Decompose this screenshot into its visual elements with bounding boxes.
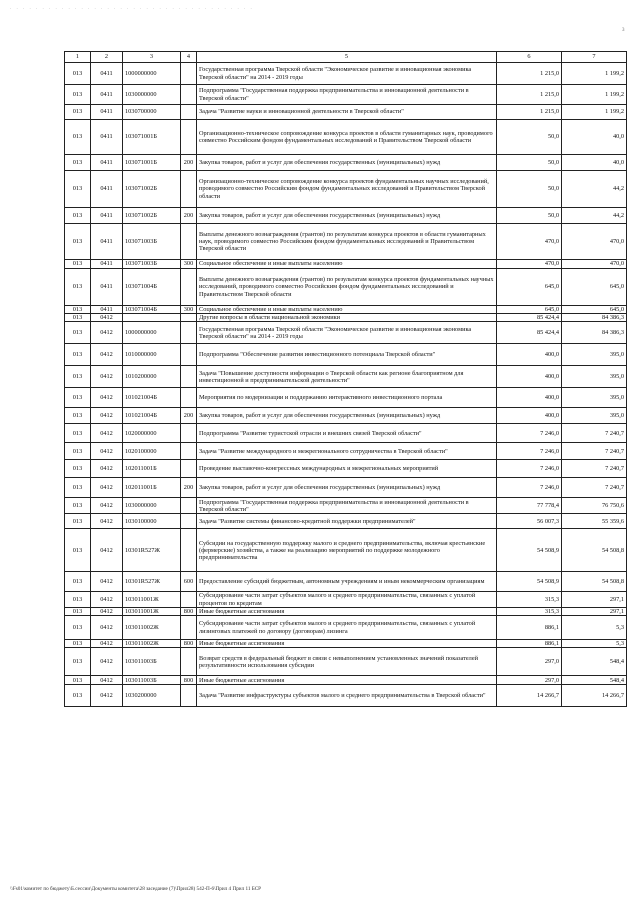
expense-type-cell <box>181 388 197 408</box>
table-row <box>65 529 627 572</box>
expense-type-cell <box>181 514 197 529</box>
value-executed-cell: 7 240,7 <box>562 443 627 460</box>
table-row <box>65 306 627 314</box>
section-cell: 0411 <box>91 208 123 224</box>
expense-type-cell <box>181 120 197 155</box>
description-cell: Субсидии на государственную поддержку малого и среднего предпринимательства, включая крестьянские (фермерские) хозяйства, а также на реализацию мероприятий по поддержке молодежного предпринимательства <box>197 529 497 572</box>
target-article-cell: 1000000000 <box>123 322 181 344</box>
section-cell: 0412 <box>91 676 123 685</box>
description-cell: Государственная программа Тверской области "Экономическое развитие и инновационная экономика Тверской области" на 2014 - 2019 годы <box>197 63 497 85</box>
value-planned-cell: 400,0 <box>497 408 562 424</box>
expense-type-cell <box>181 224 197 260</box>
section-cell: 0412 <box>91 460 123 478</box>
description-cell: Задача "Развитие инфраструктуры субъектов малого и среднего предпринимательства в Тверской области" <box>197 685 497 707</box>
target-article-cell: 1030200000 <box>123 685 181 707</box>
target-article-cell: 103071003Б <box>123 224 181 260</box>
expense-type-cell: 200 <box>181 155 197 171</box>
description-cell: Закупка товаров, работ и услуг для обеспечения государственных (муниципальных) нужд <box>197 155 497 171</box>
code-cell: 013 <box>65 306 91 314</box>
value-planned-cell: 315,3 <box>497 592 562 607</box>
code-cell: 013 <box>65 314 91 322</box>
description-cell: Организационно-техническое сопровождение конкурса проектов фундаментальных научных исследований, проводимого совместно Российским фондом фундаментальных исследований и Правительством Тверской области <box>197 171 497 208</box>
target-article-cell: 1030100000 <box>123 514 181 529</box>
expense-type-cell <box>181 460 197 478</box>
table-row <box>65 63 627 85</box>
description-cell: Задача "Развитие науки и инновационной деятельности в Тверской области" <box>197 105 497 120</box>
value-executed-cell: 5,3 <box>562 640 627 648</box>
expense-type-cell <box>181 269 197 306</box>
code-cell: 013 <box>65 529 91 572</box>
table-row <box>65 224 627 260</box>
value-executed-cell: 40,0 <box>562 120 627 155</box>
code-cell: 013 <box>65 478 91 498</box>
target-article-cell <box>123 314 181 322</box>
header-cell: 4 <box>181 52 197 63</box>
value-executed-cell: 1 199,2 <box>562 105 627 120</box>
section-cell: 0411 <box>91 306 123 314</box>
value-executed-cell: 7 240,7 <box>562 478 627 498</box>
header-cell: 2 <box>91 52 123 63</box>
section-cell: 0412 <box>91 685 123 707</box>
section-cell: 0412 <box>91 478 123 498</box>
section-cell: 0412 <box>91 322 123 344</box>
table-row <box>65 269 627 306</box>
description-cell: Иные бюджетные ассигнования <box>197 676 497 685</box>
value-planned-cell: 50,0 <box>497 171 562 208</box>
description-cell: Подпрограмма "Государственная поддержка предпринимательства и инновационной деятельности в Тверской области" <box>197 85 497 105</box>
target-article-cell: 103071004Б <box>123 306 181 314</box>
code-cell: 013 <box>65 648 91 676</box>
value-executed-cell: 84 386,3 <box>562 322 627 344</box>
value-planned-cell: 77 778,4 <box>497 498 562 514</box>
table-row <box>65 676 627 685</box>
budget-table <box>64 51 627 707</box>
description-cell: Подпрограмма "Государственная поддержка предпринимательства и инновационной деятельности в Тверской области" <box>197 498 497 514</box>
target-article-cell: 103071002Б <box>123 208 181 224</box>
target-article-cell: 103011001Ж <box>123 607 181 615</box>
value-planned-cell: 14 266,7 <box>497 685 562 707</box>
target-article-cell: 1010000000 <box>123 344 181 366</box>
value-executed-cell: 645,0 <box>562 269 627 306</box>
description-cell: Государственная программа Тверской области "Экономическое развитие и инновационная экономика Тверской области" на 2014 - 2019 годы <box>197 322 497 344</box>
target-article-cell: 103071002Б <box>123 171 181 208</box>
section-cell: 0411 <box>91 171 123 208</box>
expense-type-cell <box>181 85 197 105</box>
expense-type-cell: 800 <box>181 607 197 615</box>
value-executed-cell: 395,0 <box>562 366 627 388</box>
value-executed-cell: 54 508,8 <box>562 529 627 572</box>
value-planned-cell: 886,1 <box>497 640 562 648</box>
section-cell: 0411 <box>91 85 123 105</box>
header-cell: 3 <box>123 52 181 63</box>
section-cell: 0411 <box>91 260 123 269</box>
section-cell: 0412 <box>91 640 123 648</box>
header-cell: 7 <box>562 52 627 63</box>
value-executed-cell: 395,0 <box>562 408 627 424</box>
target-article-cell: 103011002Ж <box>123 616 181 640</box>
description-cell: Задача "Развитие системы финансово-кредитной поддержки предпринимателей" <box>197 514 497 529</box>
target-article-cell: 103071001Б <box>123 120 181 155</box>
target-article-cell: 103071004Б <box>123 269 181 306</box>
value-planned-cell: 54 508,9 <box>497 572 562 592</box>
code-cell: 013 <box>65 105 91 120</box>
value-executed-cell: 5,3 <box>562 616 627 640</box>
expense-type-cell: 200 <box>181 408 197 424</box>
table-row <box>65 322 627 344</box>
table-row <box>65 443 627 460</box>
value-executed-cell: 44,2 <box>562 171 627 208</box>
code-cell: 013 <box>65 260 91 269</box>
value-planned-cell: 1 215,0 <box>497 63 562 85</box>
code-cell: 013 <box>65 460 91 478</box>
value-executed-cell: 55 359,6 <box>562 514 627 529</box>
expense-type-cell: 200 <box>181 208 197 224</box>
table-row <box>65 344 627 366</box>
table-row <box>65 648 627 676</box>
section-cell: 0412 <box>91 648 123 676</box>
expense-type-cell <box>181 529 197 572</box>
target-article-cell: 103011003Б <box>123 648 181 676</box>
target-article-cell: 1000000000 <box>123 63 181 85</box>
header-cell: 6 <box>497 52 562 63</box>
value-executed-cell: 297,1 <box>562 607 627 615</box>
table-row <box>65 105 627 120</box>
code-cell: 013 <box>65 269 91 306</box>
code-cell: 013 <box>65 607 91 615</box>
code-cell: 013 <box>65 572 91 592</box>
target-article-cell: 102011001Б <box>123 460 181 478</box>
table-row <box>65 640 627 648</box>
section-cell: 0412 <box>91 344 123 366</box>
value-executed-cell: 54 508,8 <box>562 572 627 592</box>
section-cell: 0412 <box>91 529 123 572</box>
target-article-cell: 103011002Ж <box>123 640 181 648</box>
target-article-cell: 101021004Б <box>123 408 181 424</box>
value-planned-cell: 85 424,4 <box>497 314 562 322</box>
value-planned-cell: 54 508,9 <box>497 529 562 572</box>
expense-type-cell: 800 <box>181 640 197 648</box>
section-cell: 0412 <box>91 498 123 514</box>
value-planned-cell: 1 215,0 <box>497 85 562 105</box>
value-planned-cell: 56 007,3 <box>497 514 562 529</box>
description-cell: Иные бюджетные ассигнования <box>197 607 497 615</box>
header-cell: 5 <box>197 52 497 63</box>
table-row <box>65 314 627 322</box>
value-executed-cell: 84 386,3 <box>562 314 627 322</box>
description-cell: Задача "Повышение доступности информации о Тверской области как регионе благоприятном для инвестиционной и предпринимательской деятельности" <box>197 366 497 388</box>
value-executed-cell: 7 240,7 <box>562 460 627 478</box>
value-planned-cell: 1 215,0 <box>497 105 562 120</box>
value-executed-cell: 470,0 <box>562 224 627 260</box>
target-article-cell: 102011001Б <box>123 478 181 498</box>
value-planned-cell: 470,0 <box>497 224 562 260</box>
target-article-cell: 1030700000 <box>123 105 181 120</box>
value-executed-cell: 76 750,6 <box>562 498 627 514</box>
section-cell: 0412 <box>91 314 123 322</box>
description-cell: Возврат средств в федеральный бюджет в связи с невыполнением установленных значений показателей результативности использования субсидии <box>197 648 497 676</box>
value-planned-cell: 50,0 <box>497 208 562 224</box>
section-cell: 0411 <box>91 120 123 155</box>
description-cell: Социальное обеспечение и иные выплаты населению <box>197 306 497 314</box>
section-cell: 0412 <box>91 592 123 607</box>
target-article-cell: 1020100000 <box>123 443 181 460</box>
description-cell: Субсидирование части затрат субъектов малого и среднего предпринимательства, связанных с уплатой лизинговых платежей по договору (договорам) лизинга <box>197 616 497 640</box>
description-cell: Мероприятия по модернизации и поддержанию интерактивного инвестиционного портала <box>197 388 497 408</box>
value-planned-cell: 85 424,4 <box>497 322 562 344</box>
expense-type-cell: 300 <box>181 260 197 269</box>
value-planned-cell: 886,1 <box>497 616 562 640</box>
table-row <box>65 120 627 155</box>
expense-type-cell <box>181 63 197 85</box>
expense-type-cell <box>181 592 197 607</box>
value-executed-cell: 548,4 <box>562 676 627 685</box>
table-row <box>65 208 627 224</box>
table-row <box>65 460 627 478</box>
code-cell: 013 <box>65 344 91 366</box>
section-cell: 0412 <box>91 388 123 408</box>
expense-type-cell <box>181 498 197 514</box>
value-executed-cell: 40,0 <box>562 155 627 171</box>
section-cell: 0412 <box>91 408 123 424</box>
section-cell: 0412 <box>91 616 123 640</box>
section-cell: 0412 <box>91 443 123 460</box>
value-planned-cell: 7 246,0 <box>497 443 562 460</box>
expense-type-cell <box>181 171 197 208</box>
value-executed-cell: 395,0 <box>562 388 627 408</box>
table-row <box>65 85 627 105</box>
description-cell: Другие вопросы в области национальной экономики <box>197 314 497 322</box>
code-cell: 013 <box>65 592 91 607</box>
code-cell: 013 <box>65 366 91 388</box>
description-cell: Закупка товаров, работ и услуг для обеспечения государственных (муниципальных) нужд <box>197 408 497 424</box>
description-cell: Социальное обеспечение и иные выплаты населению <box>197 260 497 269</box>
code-cell: 013 <box>65 322 91 344</box>
value-planned-cell: 315,3 <box>497 607 562 615</box>
value-planned-cell: 297,0 <box>497 648 562 676</box>
file-path-footer: \\Fs01\комитет по бюджету\Б.сессии\Документы комитета\28 заседание (7)\Прил28) 542-П-6\Прил 4 Прил 11 БСР <box>10 886 262 892</box>
table-row <box>65 260 627 269</box>
description-cell: Выплаты денежного вознаграждения (грантов) по результатам конкурса проектов фундаментальных научных исследований, проводимого совместно Российским фондом фундаментальных исследований и Правительством Тверской области <box>197 269 497 306</box>
section-cell: 0411 <box>91 155 123 171</box>
table-row <box>65 607 627 615</box>
value-planned-cell: 400,0 <box>497 344 562 366</box>
value-executed-cell: 14 266,7 <box>562 685 627 707</box>
description-cell: Предоставление субсидий бюджетным, автономным учреждениям и иным некоммерческим организациям <box>197 572 497 592</box>
section-cell: 0412 <box>91 366 123 388</box>
description-cell: Выплаты денежного вознаграждения (грантов) по результатам конкурса проектов в области гуманитарных наук, проводимого совместно Российским фондом фундаментальных исследований и Правительством Тверской области <box>197 224 497 260</box>
target-article-cell: 1030000000 <box>123 85 181 105</box>
code-cell: 013 <box>65 443 91 460</box>
table-row <box>65 592 627 607</box>
description-cell: Подпрограмма "Обеспечение развития инвестиционного потенциала Тверской области" <box>197 344 497 366</box>
description-cell: Закупка товаров, работ и услуг для обеспечения государственных (муниципальных) нужд <box>197 208 497 224</box>
target-article-cell: 10301R527Ж <box>123 572 181 592</box>
target-article-cell: 10301R527Ж <box>123 529 181 572</box>
code-cell: 013 <box>65 171 91 208</box>
code-cell: 013 <box>65 514 91 529</box>
code-cell: 013 <box>65 616 91 640</box>
value-planned-cell: 400,0 <box>497 366 562 388</box>
description-cell: Закупка товаров, работ и услуг для обеспечения государственных (муниципальных) нужд <box>197 478 497 498</box>
page-number: 3 <box>622 28 625 33</box>
target-article-cell: 103011001Ж <box>123 592 181 607</box>
code-cell: 013 <box>65 424 91 443</box>
target-article-cell: 1030000000 <box>123 498 181 514</box>
target-article-cell: 101021004Б <box>123 388 181 408</box>
code-cell: 013 <box>65 208 91 224</box>
expense-type-cell <box>181 366 197 388</box>
code-cell: 013 <box>65 676 91 685</box>
value-executed-cell: 44,2 <box>562 208 627 224</box>
section-cell: 0411 <box>91 63 123 85</box>
table-row <box>65 388 627 408</box>
section-cell: 0411 <box>91 105 123 120</box>
expense-type-cell <box>181 424 197 443</box>
table-row <box>65 685 627 707</box>
value-planned-cell: 297,0 <box>497 676 562 685</box>
section-cell: 0412 <box>91 572 123 592</box>
value-planned-cell: 470,0 <box>497 260 562 269</box>
value-executed-cell: 1 199,2 <box>562 63 627 85</box>
expense-type-cell <box>181 616 197 640</box>
section-cell: 0411 <box>91 269 123 306</box>
header-cell: 1 <box>65 52 91 63</box>
value-executed-cell: 297,1 <box>562 592 627 607</box>
expense-type-cell: 800 <box>181 676 197 685</box>
table-row <box>65 155 627 171</box>
expense-type-cell: 300 <box>181 306 197 314</box>
code-cell: 013 <box>65 388 91 408</box>
target-article-cell: 103071001Б <box>123 155 181 171</box>
expense-type-cell: 600 <box>181 572 197 592</box>
code-cell: 013 <box>65 498 91 514</box>
description-cell: Субсидирование части затрат субъектов малого и среднего предпринимательства, связанных с уплатой процентов по кредитам <box>197 592 497 607</box>
code-cell: 013 <box>65 85 91 105</box>
description-cell: Подпрограмма "Развитие туристской отрасли и внешних связей Тверской области" <box>197 424 497 443</box>
target-article-cell: 1010200000 <box>123 366 181 388</box>
table-row <box>65 408 627 424</box>
expense-type-cell: 200 <box>181 478 197 498</box>
value-executed-cell: 645,0 <box>562 306 627 314</box>
description-cell: Задача "Развитие международного и межрегионального сотрудничества в Тверской области" <box>197 443 497 460</box>
expense-type-cell <box>181 105 197 120</box>
expense-type-cell <box>181 344 197 366</box>
section-cell: 0412 <box>91 607 123 615</box>
table-row <box>65 424 627 443</box>
section-cell: 0412 <box>91 424 123 443</box>
target-article-cell: 103071003Б <box>123 260 181 269</box>
value-executed-cell: 548,4 <box>562 648 627 676</box>
value-executed-cell: 1 199,2 <box>562 85 627 105</box>
expense-type-cell <box>181 314 197 322</box>
code-cell: 013 <box>65 120 91 155</box>
expense-type-cell <box>181 322 197 344</box>
top-edge-dots: . . . . . . . . . . . . . . . . . . . . . . . . . . . . . . . . . . . . . . <box>10 6 254 11</box>
target-article-cell: 103011003Б <box>123 676 181 685</box>
code-cell: 013 <box>65 224 91 260</box>
expense-type-cell <box>181 443 197 460</box>
table-row <box>65 478 627 498</box>
value-planned-cell: 7 246,0 <box>497 424 562 443</box>
code-cell: 013 <box>65 685 91 707</box>
target-article-cell: 1020000000 <box>123 424 181 443</box>
table-row <box>65 171 627 208</box>
table-row <box>65 572 627 592</box>
description-cell: Организационно-техническое сопровождение конкурса проектов в области гуманитарных наук, проводимого совместно Российским фондом фундаментальных исследований и Правительством Тверской области <box>197 120 497 155</box>
value-executed-cell: 395,0 <box>562 344 627 366</box>
table-row <box>65 498 627 514</box>
expense-type-cell <box>181 648 197 676</box>
value-planned-cell: 50,0 <box>497 155 562 171</box>
section-cell: 0412 <box>91 514 123 529</box>
table-row <box>65 616 627 640</box>
value-planned-cell: 645,0 <box>497 269 562 306</box>
description-cell: Иные бюджетные ассигнования <box>197 640 497 648</box>
value-executed-cell: 7 240,7 <box>562 424 627 443</box>
table-header-row <box>65 52 627 63</box>
section-cell: 0411 <box>91 224 123 260</box>
value-planned-cell: 7 246,0 <box>497 460 562 478</box>
value-planned-cell: 400,0 <box>497 388 562 408</box>
value-planned-cell: 645,0 <box>497 306 562 314</box>
code-cell: 013 <box>65 155 91 171</box>
code-cell: 013 <box>65 63 91 85</box>
value-planned-cell: 50,0 <box>497 120 562 155</box>
value-executed-cell: 470,0 <box>562 260 627 269</box>
description-cell: Проведение выставочно-конгрессных международных и межрегиональных мероприятий <box>197 460 497 478</box>
table-row <box>65 514 627 529</box>
table-row <box>65 366 627 388</box>
value-planned-cell: 7 246,0 <box>497 478 562 498</box>
code-cell: 013 <box>65 408 91 424</box>
code-cell: 013 <box>65 640 91 648</box>
expense-type-cell <box>181 685 197 707</box>
